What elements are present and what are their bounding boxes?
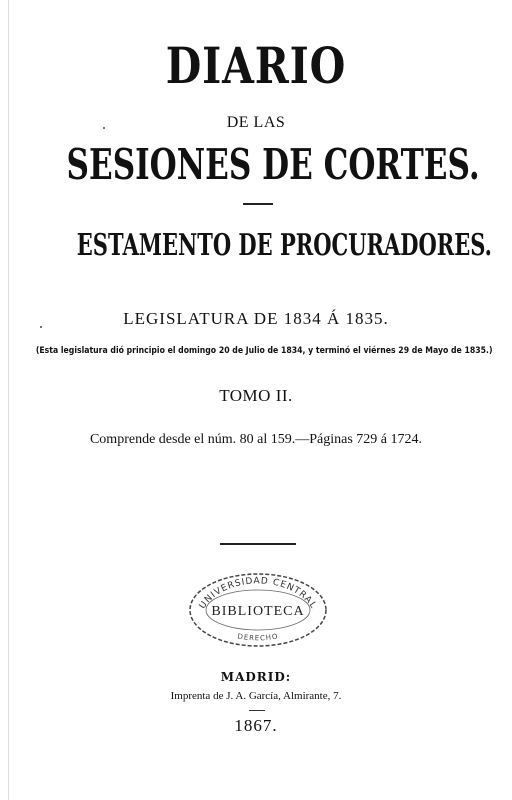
paper-speck [40, 326, 42, 328]
stamp-center-text: BIBLIOTECA [211, 604, 305, 619]
stamp-top-text: UNIVERSIDAD CENTRAL [197, 576, 319, 611]
place-of-publication: MADRID: [220, 670, 292, 684]
divider-rule [220, 543, 296, 545]
journal-title: DIARIO [165, 36, 347, 95]
svg-text:DERECHO [237, 632, 279, 642]
legislature-heading: LEGISLATURA DE 1834 Á 1835. [123, 309, 389, 328]
library-stamp [183, 568, 333, 648]
publication-year: 1867. [234, 716, 278, 735]
contents-range: Comprende desde el núm. 80 al 159.—Páginas 729 á 1724. [89, 432, 423, 447]
legislature-note: (Esta legislatura dió principio el domingo 20 de Julio de 1834, y terminó el viérnes 29 de Mayo de 1835.) [35, 346, 493, 356]
stamp-bottom-text: DERECHO [236, 632, 280, 643]
printer-line: Imprenta de J. A. García, Almirante, 7. [170, 690, 342, 702]
chamber-title: ESTAMENTO DE PROCURADORES. [76, 228, 492, 263]
divider-rule [243, 203, 273, 205]
subtitle: SESIONES DE CORTES. [66, 140, 480, 189]
volume-number: TOMO II. [219, 386, 293, 405]
divider-rule [249, 710, 265, 711]
paper-speck [103, 127, 105, 129]
subtitle-connector: DE LAS [226, 114, 286, 131]
